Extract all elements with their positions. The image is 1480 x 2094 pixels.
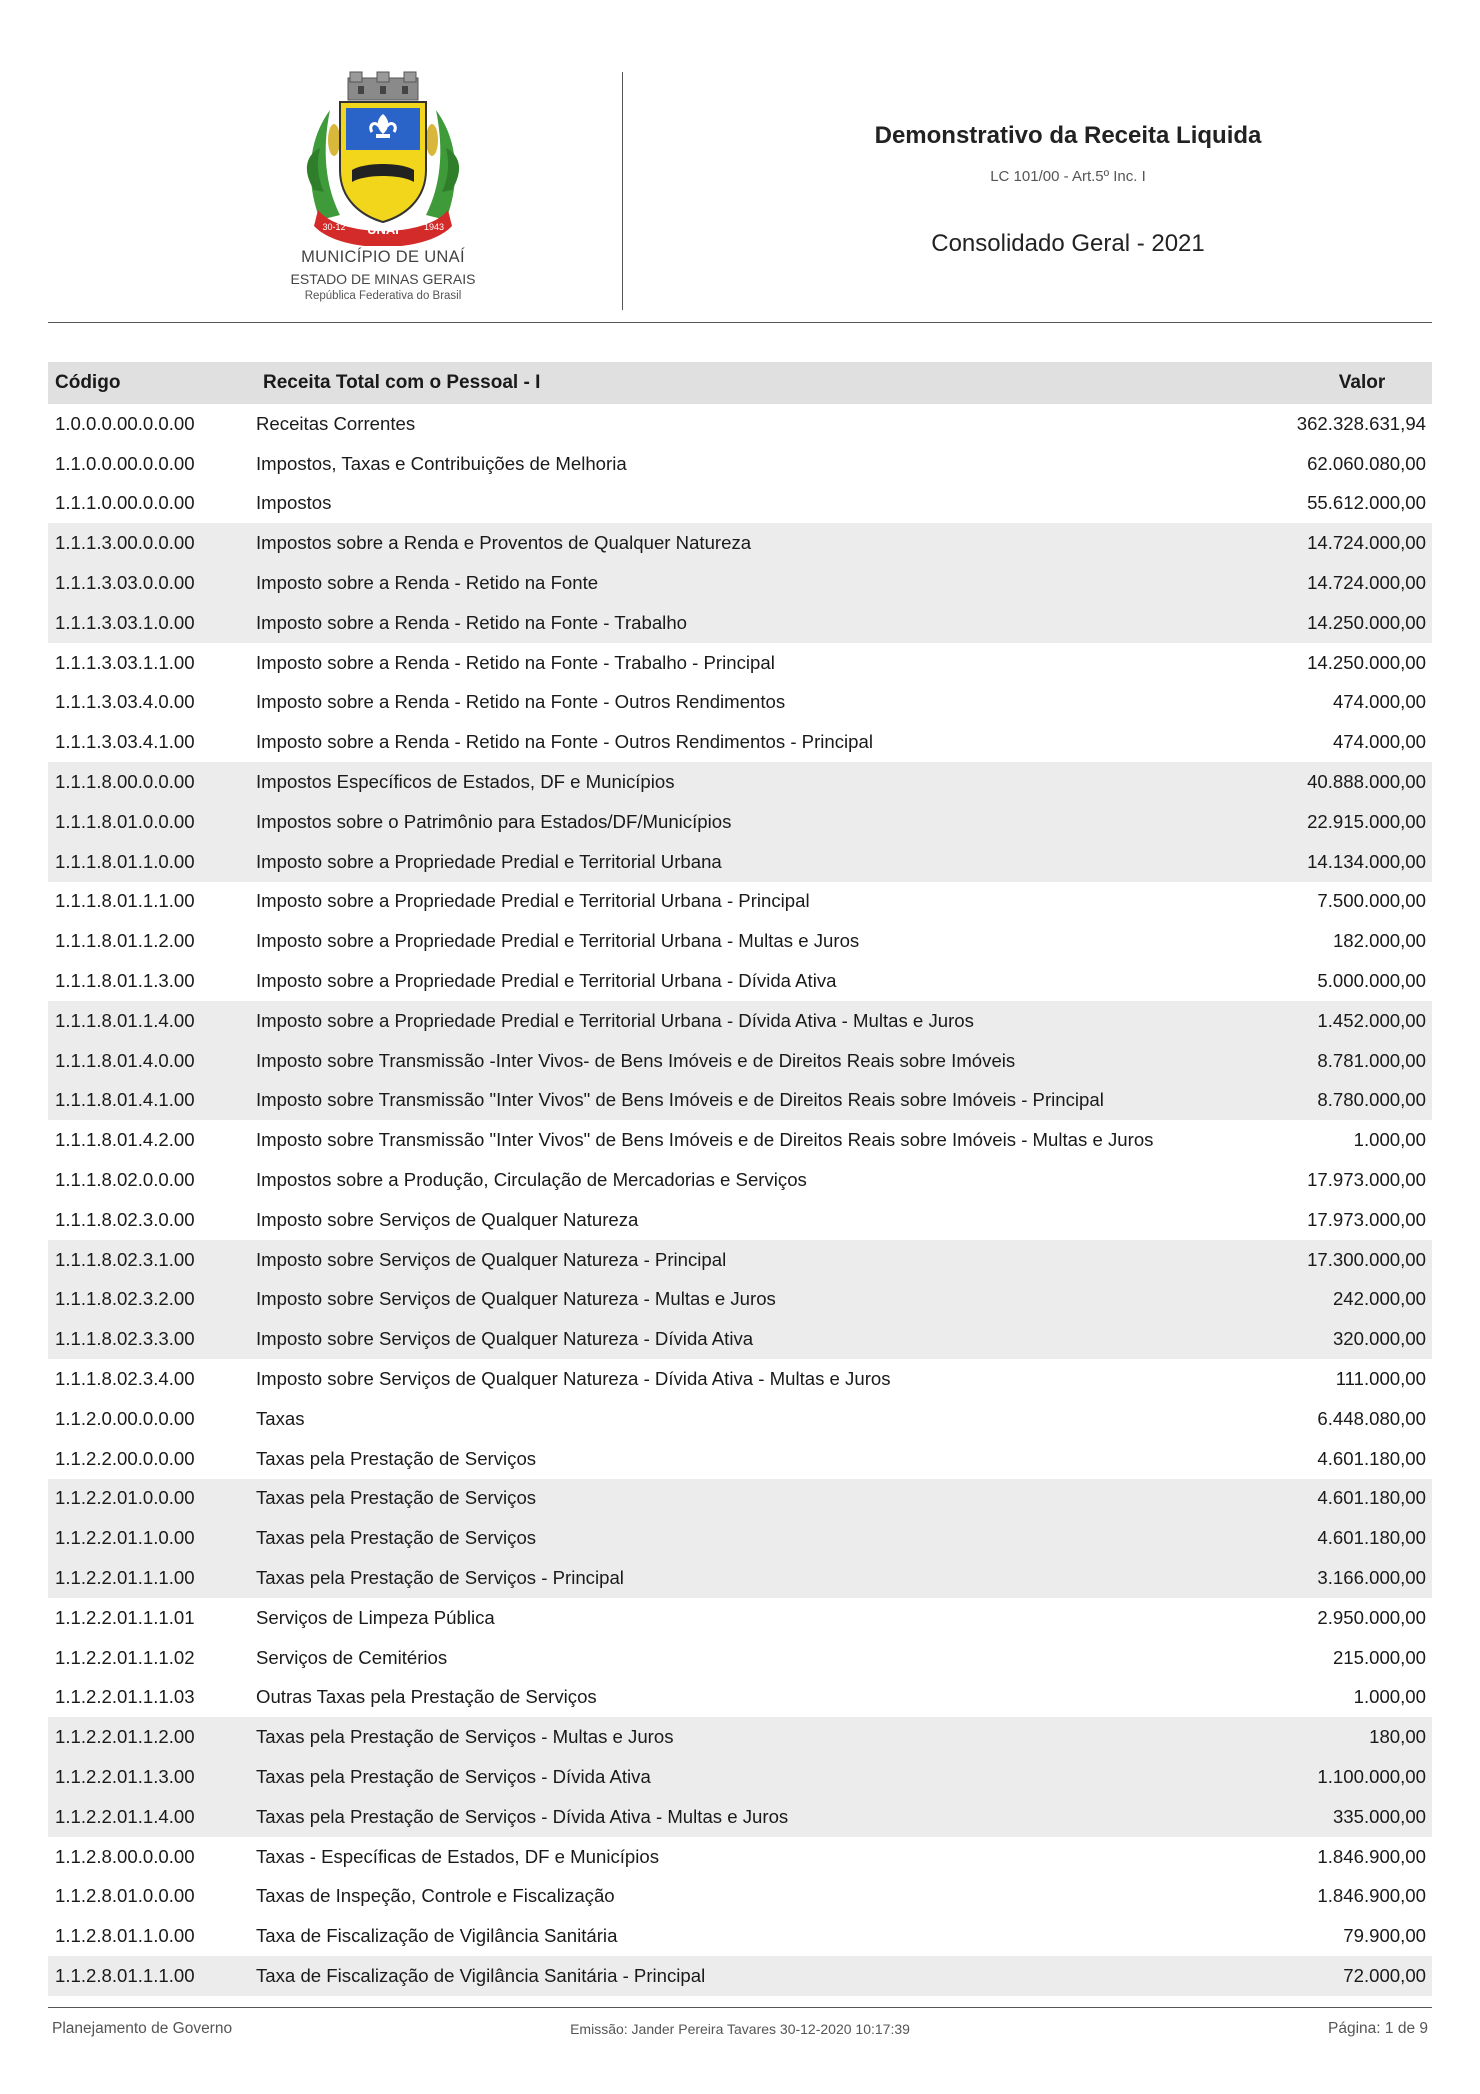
row-value: 8.780.000,00 <box>1317 1089 1426 1111</box>
row-description: Taxas pela Prestação de Serviços <box>256 1447 537 1469</box>
row-code: 1.1.2.2.01.1.1.01 <box>55 1606 195 1628</box>
row-value: 320.000,00 <box>1332 1328 1426 1350</box>
row-value: 40.888.000,00 <box>1307 771 1426 793</box>
table-row <box>48 1916 1432 1956</box>
row-value: 1.452.000,00 <box>1317 1009 1426 1031</box>
column-header-value: Valor <box>1338 372 1386 393</box>
table-row <box>48 683 1432 723</box>
column-header-code: Código <box>55 372 121 393</box>
row-value: 474.000,00 <box>1332 691 1426 713</box>
row-code: 1.1.1.8.01.4.2.00 <box>55 1129 195 1151</box>
table-row <box>48 921 1432 961</box>
table-row <box>48 802 1432 842</box>
legal-reference: LC 101/00 - Art.5º Inc. I <box>990 168 1146 185</box>
row-description: Imposto sobre Transmissão "Inter Vivos" de Bens Imóveis e de Direitos Reais sobre Imóveis - Principal <box>256 1089 1104 1111</box>
row-description: Impostos sobre a Produção, Circulação de Mercadorias e Serviços <box>256 1169 807 1191</box>
row-description: Imposto sobre a Renda - Retido na Fonte - Trabalho <box>256 611 687 633</box>
municipal-crest-icon <box>300 70 466 246</box>
table-row <box>48 1280 1432 1320</box>
row-code: 1.1.0.0.00.0.0.00 <box>55 452 195 474</box>
row-value: 17.300.000,00 <box>1307 1248 1426 1270</box>
row-description: Serviços de Limpeza Pública <box>256 1606 495 1628</box>
row-value: 335.000,00 <box>1332 1805 1426 1827</box>
table-row <box>48 444 1432 484</box>
row-description: Impostos Específicos de Estados, DF e Municípios <box>256 771 675 793</box>
row-description: Impostos, Taxas e Contribuições de Melhoria <box>256 452 627 474</box>
row-description: Impostos sobre a Renda e Proventos de Qualquer Natureza <box>256 532 752 554</box>
table-row <box>48 882 1432 922</box>
row-description: Taxas pela Prestação de Serviços - Dívida Ativa <box>256 1765 651 1787</box>
row-value: 180,00 <box>1369 1726 1426 1748</box>
row-code: 1.1.1.8.01.4.1.00 <box>55 1089 195 1111</box>
table-row <box>48 1200 1432 1240</box>
row-value: 72.000,00 <box>1343 1964 1426 1986</box>
document-title: Demonstrativo da Receita Liquida <box>874 122 1262 149</box>
row-description: Taxas pela Prestação de Serviços <box>256 1487 537 1509</box>
report-header <box>48 70 1432 322</box>
row-description: Taxas pela Prestação de Serviços <box>256 1527 537 1549</box>
row-value: 14.250.000,00 <box>1307 611 1426 633</box>
table-row <box>48 404 1432 444</box>
row-description: Imposto sobre Serviços de Qualquer Natureza - Dívida Ativa - Multas e Juros <box>256 1368 891 1390</box>
row-value: 14.134.000,00 <box>1307 850 1426 872</box>
row-description: Taxas pela Prestação de Serviços - Multas e Juros <box>256 1726 674 1748</box>
table-row <box>48 1319 1432 1359</box>
table-row <box>48 1757 1432 1797</box>
row-code: 1.1.1.8.01.4.0.00 <box>55 1049 195 1071</box>
row-value: 17.973.000,00 <box>1307 1169 1426 1191</box>
row-description: Imposto sobre Transmissão -Inter Vivos- de Bens Imóveis e de Direitos Reais sobre Imóveis <box>256 1049 1016 1071</box>
row-description: Imposto sobre a Renda - Retido na Fonte - Trabalho - Principal <box>256 651 775 673</box>
row-value: 8.781.000,00 <box>1317 1049 1426 1071</box>
table-row <box>48 1479 1432 1519</box>
table-row <box>48 1598 1432 1638</box>
table-row <box>48 961 1432 1001</box>
table-header <box>48 362 1432 404</box>
document-scope: Consolidado Geral - 2021 <box>931 230 1205 257</box>
header-rule <box>48 322 1432 323</box>
logo-block <box>228 70 538 310</box>
table-row <box>48 1717 1432 1757</box>
row-code: 1.1.1.8.01.1.2.00 <box>55 930 195 952</box>
row-value: 1.846.900,00 <box>1317 1845 1426 1867</box>
row-code: 1.1.2.2.01.0.0.00 <box>55 1487 195 1509</box>
table-row <box>48 1439 1432 1479</box>
table-row <box>48 1160 1432 1200</box>
header-divider <box>622 72 623 310</box>
table-row <box>48 1678 1432 1718</box>
footer-rule <box>48 2007 1432 2008</box>
row-value: 14.250.000,00 <box>1307 651 1426 673</box>
row-description: Taxas de Inspeção, Controle e Fiscalização <box>256 1885 615 1907</box>
row-code: 1.1.1.3.03.0.0.00 <box>55 572 195 594</box>
footer-department: Planejamento de Governo <box>52 2020 233 2037</box>
municipality-name: MUNICÍPIO DE UNAÍ <box>301 248 465 266</box>
table-row <box>48 1956 1432 1996</box>
row-code: 1.1.1.8.02.0.0.00 <box>55 1169 195 1191</box>
table-row <box>48 1558 1432 1598</box>
row-description: Imposto sobre Transmissão "Inter Vivos" de Bens Imóveis e de Direitos Reais sobre Imóveis - Multas e Juros <box>256 1129 1154 1151</box>
row-value: 14.724.000,00 <box>1307 532 1426 554</box>
row-description: Impostos <box>256 492 332 514</box>
row-description: Imposto sobre Serviços de Qualquer Natureza - Principal <box>256 1248 727 1270</box>
row-code: 1.1.2.2.01.1.3.00 <box>55 1765 195 1787</box>
row-description: Imposto sobre a Propriedade Predial e Territorial Urbana - Dívida Ativa <box>256 970 837 992</box>
row-description: Taxas - Específicas de Estados, DF e Municípios <box>256 1845 660 1867</box>
row-code: 1.1.1.8.01.1.0.00 <box>55 850 195 872</box>
row-code: 1.1.2.8.01.0.0.00 <box>55 1885 195 1907</box>
row-code: 1.1.1.8.00.0.0.00 <box>55 771 195 793</box>
row-description: Imposto sobre Serviços de Qualquer Natureza <box>256 1208 639 1230</box>
row-code: 1.1.1.8.02.3.1.00 <box>55 1248 195 1270</box>
row-code: 1.1.2.0.00.0.0.00 <box>55 1407 195 1429</box>
table-row <box>48 722 1432 762</box>
row-value: 4.601.180,00 <box>1317 1447 1426 1469</box>
svg-text:30-12: 30-12 <box>322 222 346 232</box>
row-value: 5.000.000,00 <box>1317 970 1426 992</box>
svg-text:1943: 1943 <box>423 222 445 232</box>
row-description: Imposto sobre a Propriedade Predial e Territorial Urbana - Dívida Ativa - Multas e Juros <box>256 1009 974 1031</box>
row-description: Imposto sobre a Renda - Retido na Fonte <box>256 572 599 594</box>
svg-text:UNAÍ: UNAÍ <box>367 222 399 237</box>
row-description: Taxa de Fiscalização de Vigilância Sanitária <box>256 1925 618 1947</box>
row-code: 1.1.1.8.01.1.1.00 <box>55 890 195 912</box>
row-code: 1.1.2.2.01.1.1.00 <box>55 1567 195 1588</box>
row-value: 17.973.000,00 <box>1307 1208 1426 1230</box>
table-row <box>48 1876 1432 1916</box>
row-code: 1.0.0.0.00.0.0.00 <box>55 412 195 434</box>
row-value: 4.601.180,00 <box>1317 1487 1426 1509</box>
row-description: Receitas Correntes <box>256 412 416 434</box>
row-value: 242.000,00 <box>1332 1288 1426 1310</box>
row-description: Outras Taxas pela Prestação de Serviços <box>256 1686 597 1708</box>
table-row <box>48 603 1432 643</box>
row-code: 1.1.1.3.03.1.0.00 <box>55 611 195 633</box>
revenue-table <box>48 362 1432 1996</box>
row-value: 362.328.631,94 <box>1296 412 1426 434</box>
row-description: Taxas pela Prestação de Serviços - Dívida Ativa - Multas e Juros <box>256 1805 789 1827</box>
row-code: 1.1.2.2.01.1.2.00 <box>55 1726 195 1748</box>
row-value: 22.915.000,00 <box>1307 810 1426 832</box>
row-value: 1.000,00 <box>1353 1129 1426 1151</box>
row-value: 474.000,00 <box>1332 731 1426 753</box>
row-code: 1.1.1.3.03.4.0.00 <box>55 691 195 713</box>
row-value: 14.724.000,00 <box>1307 572 1426 594</box>
row-value: 111.000,00 <box>1335 1368 1426 1390</box>
row-description: Imposto sobre a Renda - Retido na Fonte - Outros Rendimentos - Principal <box>256 731 873 753</box>
table-row <box>48 484 1432 524</box>
row-code: 1.1.1.8.01.1.4.00 <box>55 1009 195 1031</box>
row-value: 215.000,00 <box>1332 1646 1426 1668</box>
table-row <box>48 1638 1432 1678</box>
state-name: ESTADO DE MINAS GERAIS <box>290 271 476 287</box>
row-code: 1.1.1.3.03.4.1.00 <box>55 731 195 753</box>
row-description: Imposto sobre Serviços de Qualquer Natureza - Multas e Juros <box>256 1288 776 1310</box>
table-row <box>48 1240 1432 1280</box>
row-code: 1.1.1.8.02.3.2.00 <box>55 1288 195 1310</box>
row-description: Taxa de Fiscalização de Vigilância Sanitária - Principal <box>256 1964 706 1986</box>
row-code: 1.1.1.8.02.3.0.00 <box>55 1208 195 1230</box>
column-header-description: Receita Total com o Pessoal - I <box>263 372 541 393</box>
row-description: Serviços de Cemitérios <box>256 1646 448 1668</box>
table-row <box>48 842 1432 882</box>
row-value: 7.500.000,00 <box>1317 890 1426 912</box>
row-value: 55.612.000,00 <box>1307 492 1426 514</box>
row-code: 1.1.1.3.00.0.0.00 <box>55 532 195 554</box>
table-row <box>48 1001 1432 1041</box>
table-row <box>48 643 1432 683</box>
table-row <box>48 1399 1432 1439</box>
table-row <box>48 1120 1432 1160</box>
row-value: 1.846.900,00 <box>1317 1885 1426 1907</box>
row-description: Imposto sobre a Renda - Retido na Fonte - Outros Rendimentos <box>256 691 786 713</box>
row-code: 1.1.2.2.01.1.4.00 <box>55 1805 195 1827</box>
table-row <box>48 1081 1432 1121</box>
row-value: 3.166.000,00 <box>1317 1567 1426 1588</box>
row-code: 1.1.1.8.01.0.0.00 <box>55 810 195 832</box>
row-description: Taxas pela Prestação de Serviços - Principal <box>256 1567 624 1588</box>
row-code: 1.1.2.2.01.1.1.03 <box>55 1686 195 1708</box>
table-row <box>48 1041 1432 1081</box>
table-row <box>48 563 1432 603</box>
row-code: 1.1.1.8.02.3.4.00 <box>55 1368 195 1390</box>
row-description: Imposto sobre a Propriedade Predial e Territorial Urbana - Principal <box>256 890 810 912</box>
row-code: 1.1.2.8.01.1.1.00 <box>55 1964 195 1986</box>
row-description: Taxas <box>256 1407 305 1429</box>
table-row <box>48 1837 1432 1877</box>
footer-emission: Emissão: Jander Pereira Tavares 30-12-2020 10:17:39 <box>570 2021 910 2037</box>
row-value: 62.060.080,00 <box>1307 452 1426 474</box>
row-code: 1.1.1.0.00.0.0.00 <box>55 492 195 514</box>
row-value: 4.601.180,00 <box>1317 1527 1426 1549</box>
row-code: 1.1.1.8.01.1.3.00 <box>55 970 195 992</box>
row-code: 1.1.1.8.02.3.3.00 <box>55 1328 195 1350</box>
row-value: 2.950.000,00 <box>1317 1606 1426 1628</box>
footer-page-number: Página: 1 de 9 <box>1328 2020 1428 2037</box>
row-code: 1.1.2.8.01.1.0.00 <box>55 1925 195 1947</box>
row-code: 1.1.2.2.01.1.1.02 <box>55 1646 195 1668</box>
republic-name: República Federativa do Brasil <box>304 290 462 302</box>
row-value: 79.900,00 <box>1343 1925 1426 1947</box>
table-row <box>48 1359 1432 1399</box>
table-row <box>48 762 1432 802</box>
row-description: Imposto sobre a Propriedade Predial e Territorial Urbana - Multas e Juros <box>256 930 860 952</box>
row-value: 1.100.000,00 <box>1317 1765 1426 1787</box>
row-description: Impostos sobre o Patrimônio para Estados/DF/Municípios <box>256 810 732 832</box>
row-description: Imposto sobre a Propriedade Predial e Territorial Urbana <box>256 850 722 872</box>
table-row <box>48 1518 1432 1558</box>
row-value: 6.448.080,00 <box>1317 1407 1426 1429</box>
row-code: 1.1.2.2.01.1.0.00 <box>55 1527 195 1549</box>
table-row <box>48 1797 1432 1837</box>
row-code: 1.1.2.2.00.0.0.00 <box>55 1447 195 1469</box>
row-code: 1.1.1.3.03.1.1.00 <box>55 651 195 673</box>
row-description: Imposto sobre Serviços de Qualquer Natureza - Dívida Ativa <box>256 1328 754 1350</box>
row-value: 182.000,00 <box>1332 930 1426 952</box>
row-value: 1.000,00 <box>1353 1686 1426 1708</box>
row-code: 1.1.2.8.00.0.0.00 <box>55 1845 195 1867</box>
table-row <box>48 523 1432 563</box>
table-body <box>48 404 1432 1996</box>
